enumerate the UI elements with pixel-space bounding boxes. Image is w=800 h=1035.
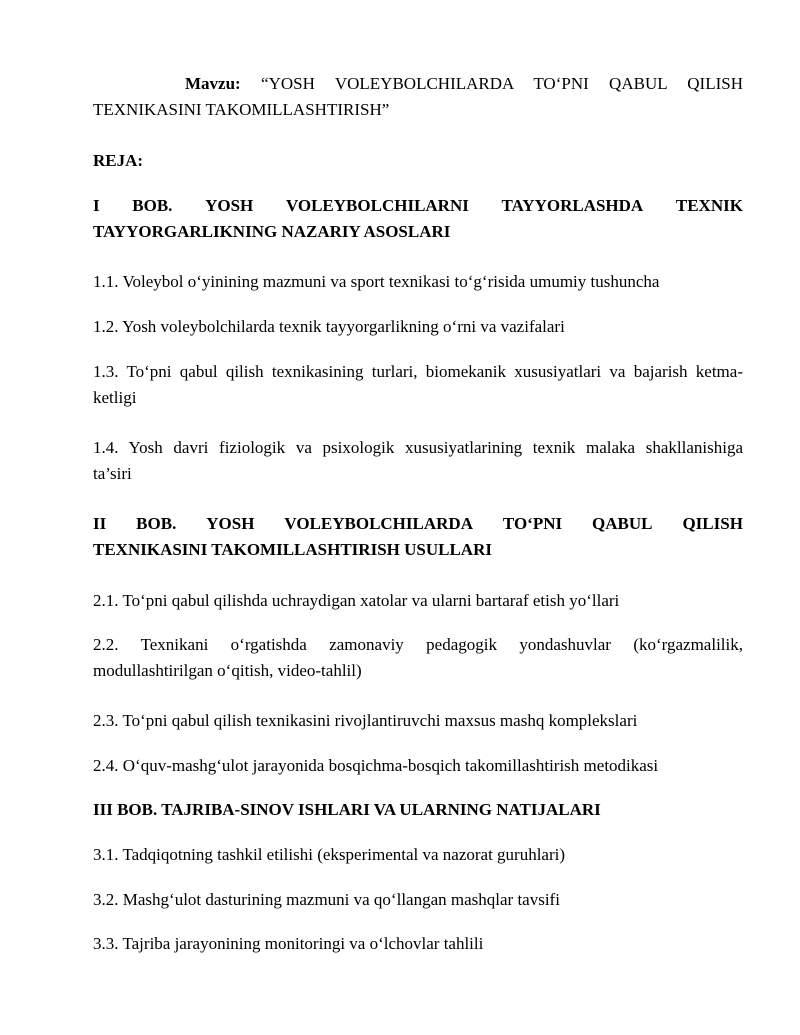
plan-item-2-2-line-1: 2.2. Texnikani o‘rgatishda zamonaviy pedagogik yondashuvlar (ko‘rgazmalilik, — [93, 635, 743, 654]
chapter-1-word: I — [93, 196, 100, 215]
topic-title-line-2: TEXNIKASINI TAKOMILLASHTIRISH” — [93, 100, 390, 119]
chapter-1-word: VOLEYBOLCHILARNI — [285, 196, 469, 215]
plan-item-2-1: 2.1. To‘pni qabul qilishda uchraydigan xatolar va ularni bartaraf etish yo‘llari — [93, 591, 620, 610]
chapter-1-word: YOSH — [205, 196, 254, 215]
topic-title — [93, 71, 743, 123]
chapter-2-word: TO‘PNI — [502, 514, 563, 533]
chapter-2-word: QABUL — [592, 514, 653, 533]
topic-text-line-1: “YOSH VOLEYBOLCHILARDA TO‘PNI QABUL QILISH — [261, 74, 743, 93]
chapter-2-word: VOLEYBOLCHILARDA — [284, 514, 473, 533]
plan-item-1-3-line-2: ketligi — [93, 388, 137, 407]
plan-item-3-3: 3.3. Tajriba jarayonining monitoringi va o‘lchovlar tahlili — [93, 934, 484, 953]
chapter-1-word: BOB. — [132, 196, 173, 215]
chapter-2-word: BOB. — [136, 514, 177, 533]
plan-item-2-4: 2.4. O‘quv-mashg‘ulot jarayonida bosqichma-bosqich takomillashtirish metodikasi — [93, 756, 659, 775]
plan-item-1-1: 1.1. Voleybol o‘yinining mazmuni va sport texnikasi to‘g‘risida umumiy tushuncha — [93, 272, 660, 291]
plan-item-1-4 — [93, 435, 743, 487]
topic-title-line-1 — [93, 71, 743, 97]
topic-label: Mavzu: — [185, 74, 241, 93]
chapter-2-word: II — [93, 514, 107, 533]
plan-item-2-3: 2.3. To‘pni qabul qilish texnikasini rivojlantiruvchi maxsus mashq komplekslari — [93, 711, 638, 730]
plan-item-2-2-line-2: modullashtirilgan o‘qitish, video-tahlil) — [93, 661, 362, 680]
chapter-3-heading: III BOB. TAJRIBA-SINOV ISHLARI VA ULARNING NATIJALARI — [93, 800, 601, 819]
plan-item-3-2: 3.2. Mashg‘ulot dasturining mazmuni va qo‘llangan mashqlar tavsifi — [93, 890, 560, 909]
plan-item-2-2 — [93, 632, 743, 684]
plan-heading: REJA: — [93, 151, 144, 170]
chapter-1-word: TEXNIK — [675, 196, 743, 215]
chapter-1-heading-line-1 — [93, 193, 743, 219]
chapter-2-word: QILISH — [682, 514, 743, 533]
plan-item-1-4-line-1: 1.4. Yosh davri fiziologik va psixologik xususiyatlarining texnik malaka shakllanishiga — [93, 438, 743, 457]
chapter-1-heading — [93, 193, 743, 245]
chapter-2-heading-line-1 — [93, 511, 743, 537]
chapter-2-word: YOSH — [206, 514, 255, 533]
chapter-1-word: TAYYORLASHDA — [501, 196, 644, 215]
plan-item-1-2: 1.2. Yosh voleybolchilarda texnik tayyorgarlikning o‘rni va vazifalari — [93, 317, 565, 336]
plan-item-1-3-line-1: 1.3. To‘pni qabul qilish texnikasining turlari, biomekanik xususiyatlari va bajarish ketma- — [93, 362, 743, 381]
chapter-1-heading-line-2: TAYYORGARLIKNING NAZARIY ASOSLARI — [93, 222, 451, 241]
plan-item-3-1: 3.1. Tadqiqotning tashkil etilishi (eksperimental va nazorat guruhlari) — [93, 845, 566, 864]
plan-item-1-3 — [93, 359, 743, 411]
plan-item-1-4-line-2: ta’siri — [93, 464, 132, 483]
chapter-2-heading-line-2: TEXNIKASINI TAKOMILLASHTIRISH USULLARI — [93, 540, 492, 559]
chapter-2-heading — [93, 511, 743, 563]
